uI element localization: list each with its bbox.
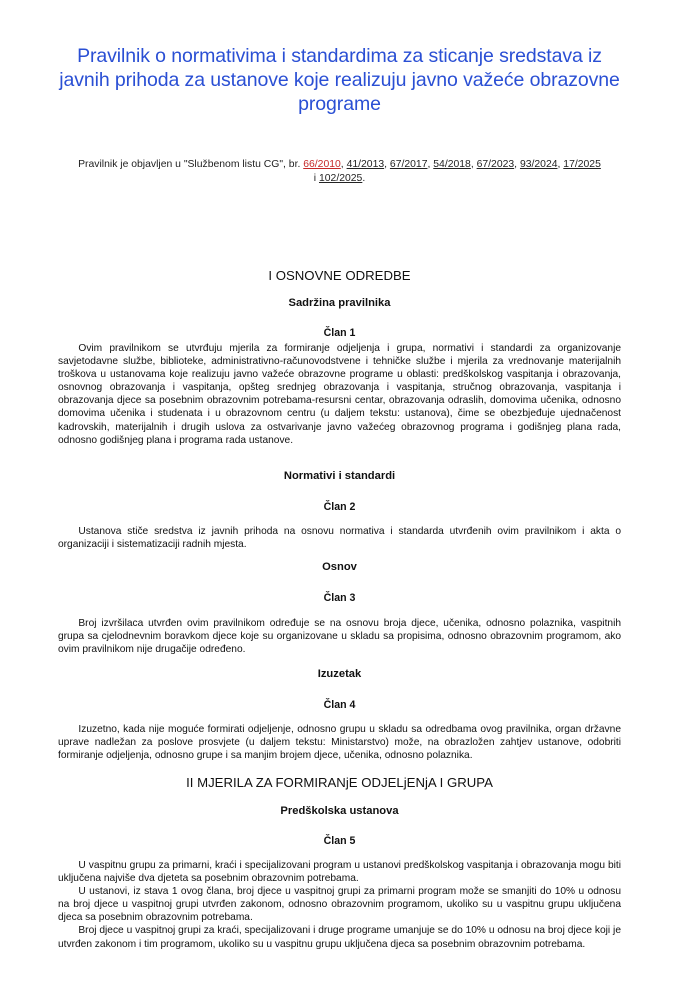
gazette-ref-link[interactable]: 66/2010 [303, 159, 341, 170]
article-heading: Član 1 [323, 327, 356, 339]
article-heading: Član 4 [323, 699, 356, 711]
article-paragraph: Izuzetno, kada nije moguće formirati odjeljenje, odnosno grupu u skladu sa odredbama ovog pravilnika, organ državne uprave nadležan za poslove prosvjete (u daljem tekstu: Ministarstvo) može, na obrazložen zahtjev ustanove, odobriti formiranje odjeljenja, odnosno grupe i sa manjim brojem djece, učenika, odnosno polaznika. [58, 724, 621, 762]
gazette-ref-link[interactable]: 67/2023 [476, 159, 515, 170]
gazette-ref-link[interactable]: 93/2024 [519, 159, 558, 170]
document-page [0, 44, 679, 1004]
gazette-ref-link[interactable]: 54/2018 [433, 159, 471, 170]
gazette-ref-link[interactable]: 41/2013 [346, 159, 385, 170]
gazette-ref-link[interactable]: 67/2017 [389, 159, 428, 170]
section-heading: Normativi i standardi [283, 470, 396, 482]
article-paragraph: Ustanova stiče sredstva iz javnih prihoda na osnovu normativa i standarda utvrđenih ovim pravilnikom i akta o organizaciji i sistematizaciji radnih mjesta. [58, 526, 621, 551]
article-heading: Član 2 [323, 501, 356, 513]
article-paragraph: U vaspitnu grupu za primarni, kraći i specijalizovani program u ustanovi predškolskog vaspitanja i obrazovanja mogu biti uključena najviše dva djeteta sa posebnim obrazovnim potrebama. [58, 860, 621, 885]
article-paragraph: U ustanovi, iz stava 1 ovog člana, broj djece u vaspitnoj grupi za primarni program može se smanjiti do 10% u odnosu na broj djece u vaspitnoj grupi utvrđen zakonom, odnosno obrazovnim programom, ukoliko su u vaspitnu grupu uključena djeca sa posebnim obrazovnim potrebama. [58, 886, 621, 924]
chapter-heading: I OSNOVNE ODREDBE [268, 268, 411, 283]
section-heading: Sadržina pravilnika [288, 297, 391, 309]
document-title: Pravilnik o normativima i standardima za sticanje sredstava iz javnih prihoda za ustanove koje realizuju javno važeće obrazovne programe [59, 45, 620, 115]
gazette-ref-link[interactable]: 17/2025 [563, 159, 601, 170]
article-paragraph: Ovim pravilnikom se utvrđuju mjerila za formiranje odjeljenja i grupa, normativi i standardi za organizovanje savjetodavne službe, biblioteke, administrativno-računovodstvene i tehničke službe i mjerila za vrednovanje materijalnih troškova u ustanovama koje realizuju javno važeće obrazovne programe u oblasti: predškolskog vaspitanja i obrazovanja, osnovnog obrazovanja i vaspitanja, opšteg srednjeg obrazovanja i vaspitanja, stručnog obrazovanja, vaspitanja i obrazovanja djece sa posebnim obrazovnim potrebama-resursni centar, obrazovanja odraslih, domovima učenika, odnosno domovima učenika i studenata i u obrazovnom centru (u daljem tekstu: ustanova), čime se obezbjeđuje ujednačenost kadrovskih, materijalnih i drugih uslova za ostvarivanje javno važećeg obrazovnog programa i godišnjeg plana rada, odnosno godišnjeg plana i programa rada ustanove. [58, 343, 621, 446]
article-heading: Član 5 [323, 835, 356, 847]
article-paragraph: Broj izvršilaca utvrđen ovim pravilnikom određuje se na osnovu broja djece, učenika, odnosno polaznika, vaspitnih grupa sa cjelodnevnim boravkom djece koje su organizovane u skladu sa propisima, odnosno obrazovnim programom, ako ovim pravilnikom nije drugačije određeno. [58, 618, 621, 656]
article-heading: Član 3 [323, 592, 356, 604]
section-heading: Osnov [322, 561, 357, 573]
publication-note: Pravilnik je objavljen u "Službenom listu CG", br. 66/2010, 41/2013, 67/2017, 54/2018, 67/2023, 93/2024, 17/2025 i 102/2025. [78, 159, 601, 184]
article-paragraph: Broj djece u vaspitnoj grupi za kraći, specijalizovani i druge programe umanjuje se do 10% u odnosu na broj djece koji je utvrđen zakonom i tim programom, ukoliko su u vaspitnu grupu uključena djeca sa posebnim obrazovnim potrebama. [58, 925, 621, 950]
section-heading: Predškolska ustanova [280, 805, 399, 817]
section-heading: Izuzetak [317, 668, 362, 680]
chapter-heading: II MJERILA ZA FORMIRANjE ODJELjENjA I GRUPA [186, 775, 493, 790]
gazette-ref-link[interactable]: 102/2025 [318, 173, 363, 184]
